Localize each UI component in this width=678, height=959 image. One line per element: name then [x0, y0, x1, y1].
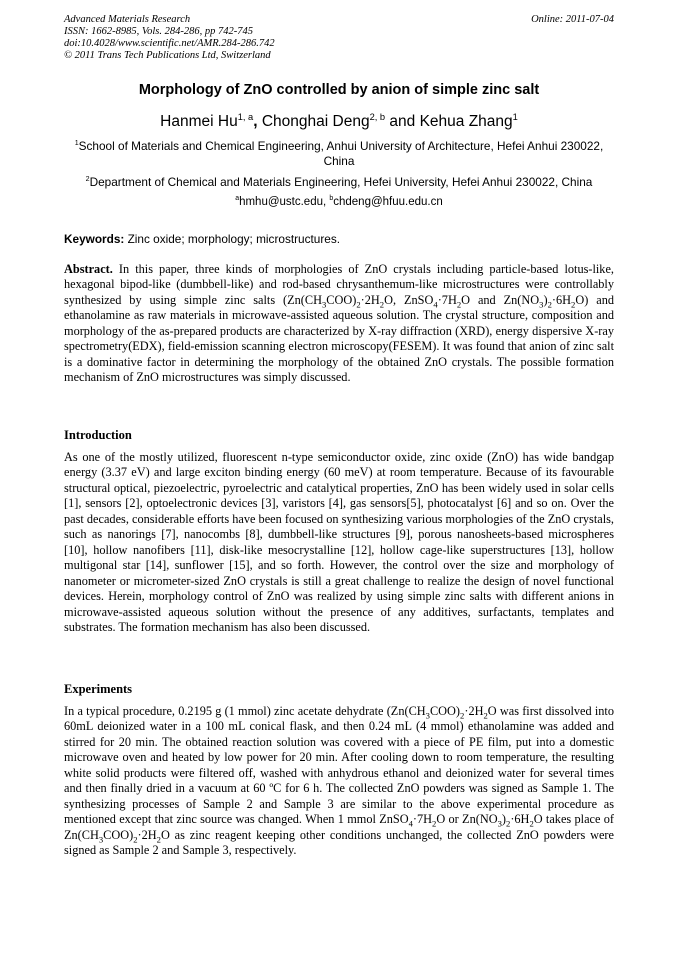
subscript: 2 — [356, 299, 361, 310]
experiments-text: ) — [501, 812, 506, 827]
experiments-text: In a typical procedure, 0.2195 g (1 mmol) zinc acetate dehydrate (Zn(CH — [64, 704, 426, 718]
abstract-text: In this paper, three kinds of morphologies of ZnO crystals including particle-based lotus-like, hexagonal bipod-like (dumbbell-like) and rod-based chrysanthemum-like microstructures were controllably synthesized by using simple zinc salts (Zn(CH — [64, 262, 614, 307]
email-link[interactable]: chdeng@hfuu.edu.cn — [333, 196, 443, 208]
affiliation-2 — [64, 175, 614, 190]
subscript: 2 — [529, 818, 534, 829]
author-affiliation-mark: 2, b — [369, 111, 386, 122]
subscript: 2 — [460, 710, 465, 721]
introduction-paragraph: As one of the mostly utilized, fluorescent n-type semiconductor oxide, zinc oxide (ZnO) has wide bandgap energy (3.37 eV) and large exciton binding energy (60 meV) at room temperature. Because of its favourable structural optical, piezoelectric, pyroelectric and catalytical properties, ZnO has been widely used in solar cells [1], sensors [2], optoelectronic devices [3], varistors [4], gas sensors[5], photocatalyst [6] and so on. Over the past decades, considerable efforts have been focused on synthesizing various morphologies of the ZnO crystals, such as nanorings [7], nanocombs [8], dumbbell-like structures [9], porous nanosheets-based microspheres [10], hollow nanofibers [11], disk-like mesocrystalline [12], hollow cage-like superstructures [13], hollow multigonal star [14], sunflower [15], and so forth. However, the control over the size and morphology of nanometer or micrometer-sized ZnO crystals is still a great challenge to realize the design of novel functional devices. Herein, morphology control of ZnO was realized by using simple zinc salts with different anions in microwave-assisted aqueous solution without the presence of any additives, surfactants, templates and substrates. The formation mechanism has also been discussed. — [64, 450, 614, 634]
experiments-text: O was first dissolved into 60mL deionized water in a 100 mL conical flask, and then 0.24 mL (4 mmol) ethanolamine was added and stirred for 20 min. The obtained reaction solution was covered with a piece of PE film, put into a domestic microwave oven and heated by low power for 20 min. After cooling down to room temperature, the resulting white solid products were filtered off, washed with anhydrous ethanol and deionized water for several times and then finally dried in a vacuum at 60 ºC for 6 h. The collected ZnO powders was signed as Sample 1. The synthesizing processes of Sample 2 and Sample 3 are similar to the above experimental procedure as mentioned except that zinc source was changed. When 1 mmol ZnSO — [64, 704, 614, 827]
experiments-text: ·2H — [137, 827, 157, 842]
experiments-text: O takes place of Zn(CH — [64, 812, 614, 842]
subscript: 3 — [539, 299, 544, 310]
journal-name: Advanced Materials Research — [64, 14, 191, 25]
author-name: Kehua Zhang — [419, 113, 513, 130]
abstract-text: O and Zn(NO — [461, 292, 540, 307]
author-name: Hanmei Hu — [160, 113, 238, 130]
subscript: 3 — [321, 299, 327, 310]
subscript: 4 — [408, 818, 413, 829]
email-mark: a — [235, 195, 240, 203]
section-heading-introduction: Introduction — [64, 428, 132, 442]
subscript: 4 — [433, 299, 438, 310]
paper-title: Morphology of ZnO controlled by anion of simple zinc salt — [138, 82, 540, 98]
keywords-label: Keywords: — [64, 232, 125, 246]
affiliation-text: School of Materials and Chemical Engineering, Anhui University of Architecture, Hefei Anhui 230022, China — [78, 139, 604, 168]
abstract-text: O) and ethanolamine as raw materials in microwave-assisted aqueous solution. The crystal structure, composition and morphology of the as-prepared products are characterized by X-ray diffraction (XRD), energy dispersive X-ray spectrometry(EDX), field-emission scanning electron microscopy(FESEM). It was found that anion of zinc salt is a dominative factor in determining the morphology of the obtained ZnO crystals. The possible formation mechanism of ZnO microstructures was simply discussed. — [64, 292, 614, 385]
experiments-text: COO) — [103, 827, 134, 842]
abstract-text: O, ZnSO — [384, 292, 434, 307]
abstract-text: ) — [543, 292, 548, 307]
subscript: 2 — [506, 818, 511, 829]
author-affiliation-mark: 1 — [512, 111, 518, 122]
subscript: 2 — [547, 299, 552, 310]
subscript: 2 — [432, 818, 437, 829]
keywords-text: Zinc oxide; morphology; microstructures. — [124, 232, 341, 246]
abstract-text: COO) — [326, 292, 357, 307]
abstract-paragraph — [64, 262, 614, 386]
subscript: 2 — [156, 834, 161, 845]
subscript: 3 — [98, 834, 104, 845]
experiments-text: ·2H — [464, 704, 484, 718]
author-conjunction: and — [385, 113, 420, 130]
author-emails — [64, 196, 614, 208]
subscript: 3 — [497, 818, 502, 829]
experiments-paragraph — [64, 704, 614, 859]
section-heading-experiments: Experiments — [64, 682, 133, 696]
experiments-text: ·6H — [510, 812, 530, 827]
experiments-text: COO) — [429, 704, 461, 718]
experiments-text: O as zinc reagent keeping other conditions unchanged, the collected ZnO powders were signed as Sample 2 and Sample 3, respectively. — [64, 827, 614, 858]
subscript: 2 — [456, 299, 462, 310]
online-date: Online: 2011-07-04 — [531, 14, 614, 25]
email-link[interactable]: hmhu@ustc.edu, — [239, 196, 330, 208]
abstract-text: ·2H — [360, 292, 380, 307]
subscript: 3 — [425, 710, 430, 721]
affiliation-mark: 1 — [74, 139, 79, 148]
experiments-text: ·7H — [412, 812, 433, 827]
abstract-text: ·6H — [551, 292, 572, 307]
subscript: 2 — [133, 834, 138, 845]
issn-line: ISSN: 1662-8985, Vols. 284-286, pp 742-745 — [64, 26, 253, 37]
copyright-line: © 2011 Trans Tech Publications Ltd, Switzerland — [64, 50, 271, 61]
abstract-text: ·7H — [437, 292, 457, 307]
email-mark: b — [329, 195, 334, 203]
subscript: 2 — [571, 299, 576, 310]
author-separator: , — [253, 113, 262, 130]
journal-header — [64, 14, 275, 62]
subscript: 2 — [483, 710, 488, 721]
author-list — [40, 113, 638, 131]
affiliation-1 — [64, 139, 614, 169]
affiliation-text: Department of Chemical and Materials Engineering, Hefei University, Hefei Anhui 230022, China — [89, 175, 593, 189]
subscript: 2 — [379, 299, 385, 310]
author-name: Chonghai Deng — [261, 113, 370, 130]
experiments-text: O or Zn(NO — [436, 812, 498, 827]
keywords — [64, 232, 614, 246]
doi-line: doi:10.4028/www.scientific.net/AMR.284-286.742 — [64, 38, 275, 49]
author-affiliation-mark: 1, a — [237, 111, 254, 122]
affiliation-mark: 2 — [85, 175, 90, 184]
abstract-label: Abstract. — [64, 262, 113, 276]
